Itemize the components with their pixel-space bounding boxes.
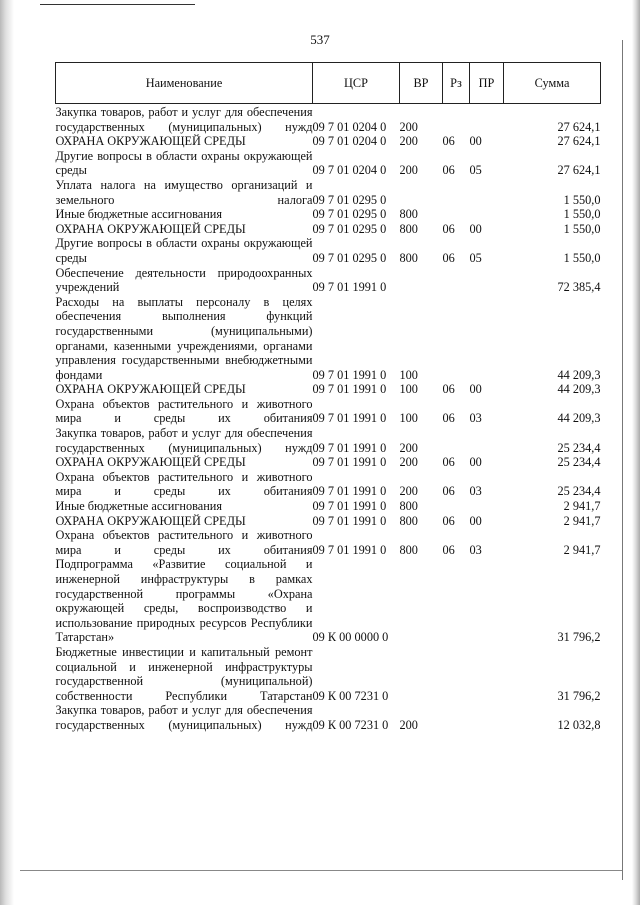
cell-rz (443, 104, 470, 135)
cell-csr: 09 7 01 0204 0 (312, 134, 387, 149)
cell-rz (443, 295, 470, 383)
cell-vr (400, 178, 443, 207)
table-row (56, 470, 601, 499)
column-header-name: Наименование (56, 63, 313, 104)
cell-vr: 200 (399, 717, 418, 732)
cell-name: Закупка товаров, работ и услуг для обеспечения государственных (муниципальных) нужд (55, 105, 313, 134)
page-number: 537 (310, 32, 330, 47)
cell-name: Охрана объектов растительного и животного мира и среды их обитания (55, 469, 313, 499)
cell-name: ОХРАНА ОКРУЖАЮЩЕЙ СРЕДЫ (55, 455, 246, 470)
cell-pr (470, 295, 504, 383)
cell-vr: 100 (399, 367, 418, 382)
cell-name: ОХРАНА ОКРУЖАЮЩЕЙ СРЕДЫ (55, 221, 246, 236)
table-row (56, 455, 601, 470)
cell-pr: 00 (469, 455, 482, 470)
cell-sum: 25 234,4 (557, 484, 601, 499)
cell-csr: 09 7 01 0295 0 (312, 221, 387, 236)
table-body (56, 104, 601, 733)
cell-name: Обеспечение деятельности природоохранных учреждений (55, 265, 313, 295)
cell-rz (443, 426, 470, 455)
table-row (56, 222, 601, 237)
cell-csr: 09 7 01 1991 0 (312, 513, 387, 528)
cell-name: Иные бюджетные ассигнования (55, 499, 223, 514)
cell-rz: 06 (442, 382, 455, 397)
cell-csr: 09 7 01 0295 0 (312, 207, 387, 222)
cell-sum: 2 941,7 (563, 513, 601, 528)
cell-csr: 09 7 01 1991 0 (312, 280, 387, 295)
cell-name: ОХРАНА ОКРУЖАЮЩЕЙ СРЕДЫ (55, 513, 246, 528)
cell-sum: 1 550,0 (563, 250, 601, 265)
cell-csr: 09 7 01 0204 0 (312, 119, 387, 134)
cell-csr: 09 7 01 1991 0 (312, 382, 387, 397)
cell-csr: 09 7 01 0204 0 (312, 163, 387, 178)
cell-rz (443, 266, 470, 295)
table-row (56, 397, 601, 426)
cell-pr (470, 426, 504, 455)
cell-pr: 03 (469, 542, 482, 557)
table-header-row (56, 63, 601, 104)
cell-sum: 2 941,7 (563, 542, 601, 557)
cell-name: Другие вопросы в области охраны окружающей среды (55, 236, 313, 265)
table-row (56, 528, 601, 557)
table-row (56, 703, 601, 732)
cell-pr: 00 (469, 513, 482, 528)
table-row (56, 266, 601, 295)
cell-csr: 09 7 01 0295 0 (312, 192, 387, 207)
cell-rz (443, 703, 470, 732)
cell-sum: 12 032,8 (557, 717, 601, 732)
cell-vr (400, 557, 443, 645)
cell-csr: 09 К 00 7231 0 (312, 717, 389, 732)
cell-vr: 200 (399, 163, 418, 178)
table-row (56, 557, 601, 645)
cell-vr: 800 (399, 513, 418, 528)
scan-left-edge (0, 0, 14, 905)
cell-name: ОХРАНА ОКРУЖАЮЩЕЙ СРЕДЫ (55, 382, 246, 397)
cell-rz (443, 499, 470, 514)
cell-rz: 06 (442, 542, 455, 557)
table-row (56, 514, 601, 529)
cell-sum: 27 624,1 (557, 119, 601, 134)
cell-pr (470, 178, 504, 207)
cell-name: Иные бюджетные ассигнования (55, 207, 223, 222)
cell-name: Уплата налога на имущество организаций и земельного налога (55, 177, 313, 207)
cell-sum: 2 941,7 (563, 499, 601, 514)
cell-vr: 100 (399, 411, 418, 426)
cell-pr: 00 (469, 134, 482, 149)
cell-vr: 100 (399, 382, 418, 397)
cell-name: ОХРАНА ОКРУЖАЮЩЕЙ СРЕДЫ (55, 134, 246, 149)
cell-sum: 1 550,0 (563, 221, 601, 236)
cell-name: Расходы на выплаты персоналу в целях обеспечения выполнения функций государственными (муниципальными) органами, казенными учреждениями, органами управления государственными внебюджетными фондами (55, 294, 313, 382)
cell-rz: 06 (442, 484, 455, 499)
cell-vr: 800 (399, 542, 418, 557)
cell-pr (470, 104, 504, 135)
cell-name: Охрана объектов растительного и животного мира и среды их обитания (55, 396, 313, 426)
table-row (56, 499, 601, 514)
cell-vr: 200 (399, 440, 418, 455)
cell-vr: 800 (399, 221, 418, 236)
cell-pr (470, 703, 504, 732)
cell-vr: 200 (399, 484, 418, 499)
cell-vr: 200 (399, 134, 418, 149)
cell-pr (470, 645, 504, 703)
table-row (56, 104, 601, 135)
table-row (56, 134, 601, 149)
cell-rz: 06 (442, 134, 455, 149)
cell-rz (443, 645, 470, 703)
cell-pr (470, 266, 504, 295)
cell-pr (470, 207, 504, 222)
column-header-rz: Рз (443, 63, 470, 104)
cell-sum: 1 550,0 (563, 192, 601, 207)
cell-name: Закупка товаров, работ и услуг для обеспечения государственных (муниципальных) нужд (55, 426, 313, 455)
column-header-vr: ВР (400, 63, 443, 104)
cell-pr: 03 (469, 411, 482, 426)
cell-rz: 06 (442, 221, 455, 236)
cell-sum: 72 385,4 (557, 280, 601, 295)
cell-rz: 06 (442, 411, 455, 426)
cell-sum: 44 209,3 (557, 411, 601, 426)
cell-sum: 44 209,3 (557, 382, 601, 397)
table-row (56, 426, 601, 455)
column-header-sum: Сумма (504, 63, 601, 104)
cell-sum: 25 234,4 (557, 455, 601, 470)
cell-vr: 800 (399, 250, 418, 265)
cell-vr: 200 (399, 455, 418, 470)
cell-name: Другие вопросы в области охраны окружающей среды (55, 148, 313, 178)
cell-csr: 09 7 01 0295 0 (312, 250, 387, 265)
cell-vr: 800 (399, 207, 418, 222)
table-row (56, 207, 601, 222)
table-row (56, 178, 601, 207)
cell-pr: 05 (469, 163, 482, 178)
cell-pr: 00 (469, 382, 482, 397)
cell-sum: 31 796,2 (557, 688, 601, 703)
cell-pr: 00 (469, 221, 482, 236)
cell-rz: 06 (442, 163, 455, 178)
cell-sum: 44 209,3 (557, 367, 601, 382)
cell-sum: 1 550,0 (563, 207, 601, 222)
table-row (56, 149, 601, 178)
cell-sum: 27 624,1 (557, 134, 601, 149)
cell-sum: 31 796,2 (557, 630, 601, 645)
cell-pr: 05 (469, 250, 482, 265)
table-row (56, 236, 601, 265)
cell-csr: 09 7 01 1991 0 (312, 411, 387, 426)
cell-pr (470, 499, 504, 514)
cell-vr: 200 (399, 119, 418, 134)
cell-rz (443, 557, 470, 645)
cell-rz: 06 (442, 513, 455, 528)
budget-table (55, 62, 601, 733)
cell-csr: 09 7 01 1991 0 (312, 455, 387, 470)
cell-name: Закупка товаров, работ и услуг для обеспечения государственных (муниципальных) нужд (55, 703, 313, 732)
scan-right-line (622, 40, 623, 880)
scan-bottom-line (20, 870, 622, 871)
cell-rz (443, 207, 470, 222)
cell-rz (443, 178, 470, 207)
cell-csr: 09 7 01 1991 0 (312, 499, 387, 514)
scan-top-line (40, 4, 195, 5)
table-row (56, 382, 601, 397)
cell-vr (400, 645, 443, 703)
cell-rz: 06 (442, 250, 455, 265)
cell-csr: 09 7 01 1991 0 (312, 542, 387, 557)
cell-name: Бюджетные инвестиции и капитальный ремонт социальной и инженерной инфраструктуры государственной (муниципальной) собственности Республики Татарстан (55, 644, 313, 703)
cell-pr (470, 557, 504, 645)
cell-name: Охрана объектов растительного и животного мира и среды их обитания (55, 528, 313, 557)
cell-csr: 09 7 01 1991 0 (312, 484, 387, 499)
cell-sum: 27 624,1 (557, 163, 601, 178)
cell-pr: 03 (469, 484, 482, 499)
cell-csr: 09 К 00 0000 0 (312, 630, 389, 645)
column-header-csr: ЦСР (313, 63, 400, 104)
cell-vr: 800 (399, 499, 418, 514)
scan-right-edge (632, 0, 640, 905)
cell-sum: 25 234,4 (557, 440, 601, 455)
cell-csr: 09 К 00 7231 0 (312, 688, 389, 703)
cell-vr (400, 266, 443, 295)
cell-csr: 09 7 01 1991 0 (312, 440, 387, 455)
cell-rz: 06 (442, 455, 455, 470)
cell-csr: 09 7 01 1991 0 (312, 367, 387, 382)
cell-name: Подпрограмма «Развитие социальной и инженерной инфраструктуры в рамках государственной программы «Охрана окружающей среды, воспроизводство и использование природных ресурсов Республики Татарстан» (55, 557, 313, 645)
table-row (56, 645, 601, 703)
column-header-pr: ПР (470, 63, 504, 104)
table-row (56, 295, 601, 383)
